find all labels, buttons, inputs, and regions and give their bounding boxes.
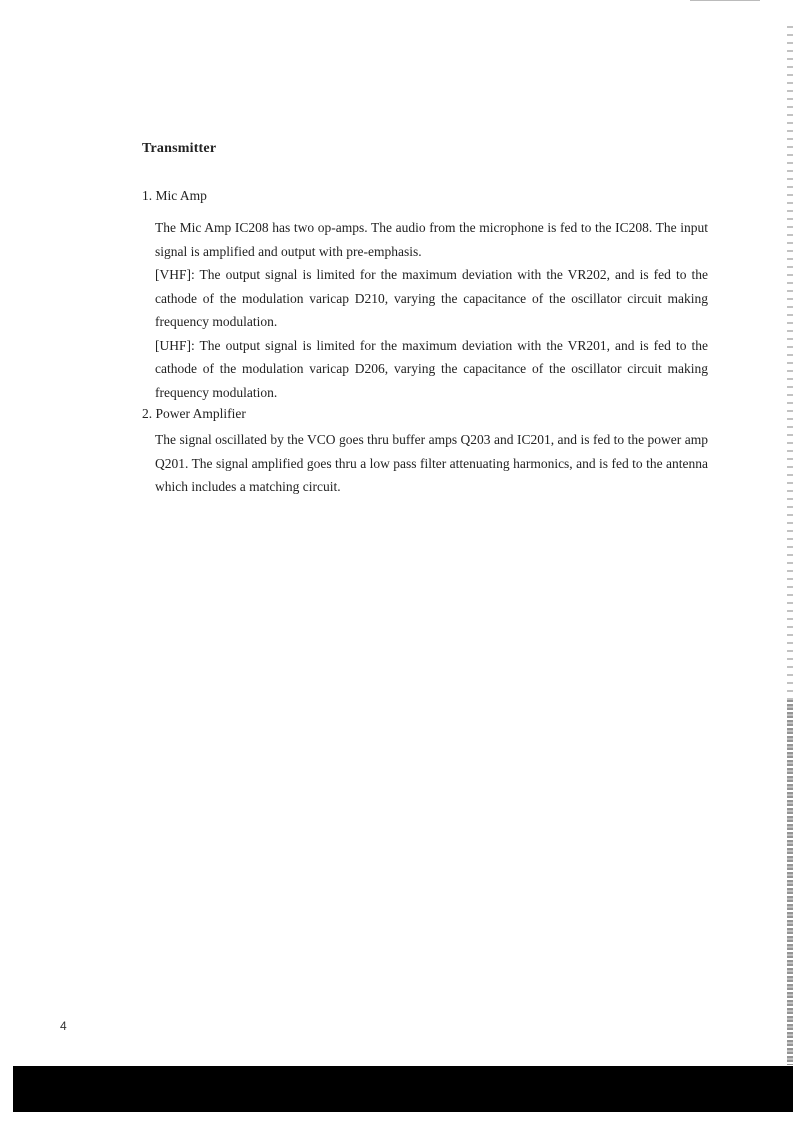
item-heading-mic-amp: 1. Mic Amp [142,188,207,203]
mic-amp-paragraph-intro: The Mic Amp IC208 has two op-amps. The audio from the microphone is fed to the IC208. The input signal is amplified and output with pre-emphasis. [155,220,708,259]
mic-amp-body [155,216,708,404]
power-amplifier-paragraph: The signal oscillated by the VCO goes thru buffer amps Q203 and IC201, and is fed to the power amp Q201. The signal amplified goes thru a low pass filter attenuating harmonics, and is fed to the antenna which includes a matching circuit. [155,432,708,494]
scan-top-rule [690,0,760,1]
section-title: Transmitter [142,141,217,156]
mic-amp-paragraph-uhf: [UHF]: The output signal is limited for the maximum deviation with the VR201, and is fed to the cathode of the modulation varicap D206, varying the capacitance of the oscillator circuit making frequency modulation. [155,337,708,400]
power-amplifier-body [155,428,708,499]
page-number: 4 [60,1019,67,1033]
scan-edge-artifact-dense [787,700,793,1065]
item-heading-power-amplifier: 2. Power Amplifier [142,406,246,421]
scan-footer-bar [13,1066,793,1112]
mic-amp-paragraph-vhf: [VHF]: The output signal is limited for the maximum deviation with the VR202, and is fed to the cathode of the modulation varicap D210, varying the capacitance of the oscillator circuit making frequency modulation. [155,267,708,329]
